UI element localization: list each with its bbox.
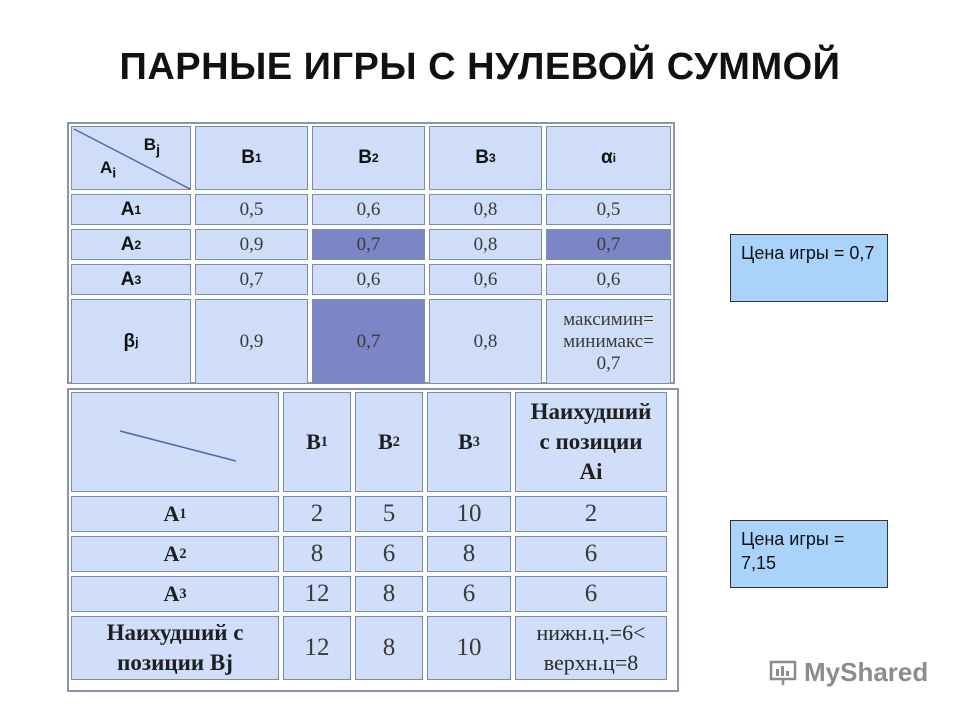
table-cell: 12 — [283, 576, 351, 612]
corner-bj-label: $B_j$ — [143, 135, 160, 159]
header-b1: B 1 — [195, 126, 308, 190]
table-cell: 6 — [427, 576, 511, 612]
table-cell: 6 — [515, 576, 667, 612]
table-cell: 6 — [355, 536, 423, 572]
row-header-a3: A 3 — [71, 264, 191, 295]
table-cell: 8 — [427, 536, 511, 572]
header-alpha: α i — [546, 126, 671, 190]
payoff-table-2 — [67, 388, 679, 692]
table-cell: 8 — [283, 536, 351, 572]
diagonal-line — [72, 127, 192, 191]
table-cell: 2 — [515, 496, 667, 532]
table-cell: 0,8 — [429, 229, 542, 260]
payoff-table-1 — [67, 122, 675, 384]
header-b3: B 3 — [427, 392, 511, 492]
table-cell: 12 — [283, 616, 351, 680]
table-cell: 6 — [515, 536, 667, 572]
table-cell: 0,6 — [312, 264, 425, 295]
watermark-logo — [768, 657, 928, 688]
table-cell: 0,6 — [546, 264, 671, 295]
maximin-minimax-note: максимин= минимакс= 0,7 — [546, 299, 671, 384]
table-cell: 0,8 — [429, 299, 542, 384]
table-cell: 8 — [355, 576, 423, 612]
header-b2: B 2 — [312, 126, 425, 190]
corner-ai-label: $A_i$ — [100, 157, 117, 181]
header-b2: B 2 — [355, 392, 423, 492]
game-value-box-1: Цена игры = 0,7 — [730, 234, 888, 302]
bounds-note: нижн.ц.=6< верхн.ц=8 — [515, 616, 667, 680]
table-cell: 0,6 — [429, 264, 542, 295]
row-header-a1: A 1 — [71, 194, 191, 225]
row-header-a3: A 3 — [71, 576, 279, 612]
table-cell: 10 — [427, 496, 511, 532]
table-cell: 0,7 — [195, 264, 308, 295]
highlighted-cell: 0,7 — [312, 229, 425, 260]
corner-header-cell — [71, 126, 191, 190]
row-header-a1: A 1 — [71, 496, 279, 532]
presentation-icon — [768, 658, 798, 688]
worst-from-ai-header: Наихудший с позиции Ai — [515, 392, 667, 492]
table-cell: 0,9 — [195, 229, 308, 260]
highlighted-cell: 0,7 — [312, 299, 425, 384]
watermark-text: MyShared — [804, 657, 929, 687]
table-cell: 10 — [427, 616, 511, 680]
game-value-box-2: Цена игры = 7,15 — [730, 520, 888, 588]
row-header-a2: A 2 — [71, 536, 279, 572]
table-cell: 8 — [355, 616, 423, 680]
table-cell: 2 — [283, 496, 351, 532]
diagonal-line — [72, 393, 280, 493]
header-b1: B 1 — [283, 392, 351, 492]
table-cell: 0,6 — [312, 194, 425, 225]
table-cell: 0,9 — [195, 299, 308, 384]
table-cell: 0,5 — [546, 194, 671, 225]
table-cell: 0,8 — [429, 194, 542, 225]
worst-from-bj-row-header: Наихудший с позиции Bj — [71, 616, 279, 680]
table-cell: 5 — [355, 496, 423, 532]
row-header-a2: A 2 — [71, 229, 191, 260]
page-title: ПАРНЫЕ ИГРЫ С НУЛЕВОЙ СУММОЙ — [119, 46, 841, 88]
row-header-beta: β j — [71, 299, 191, 384]
table-cell: 0,5 — [195, 194, 308, 225]
highlighted-cell: 0,7 — [546, 229, 671, 260]
corner-header-cell-2 — [71, 392, 279, 492]
header-b3: B 3 — [429, 126, 542, 190]
